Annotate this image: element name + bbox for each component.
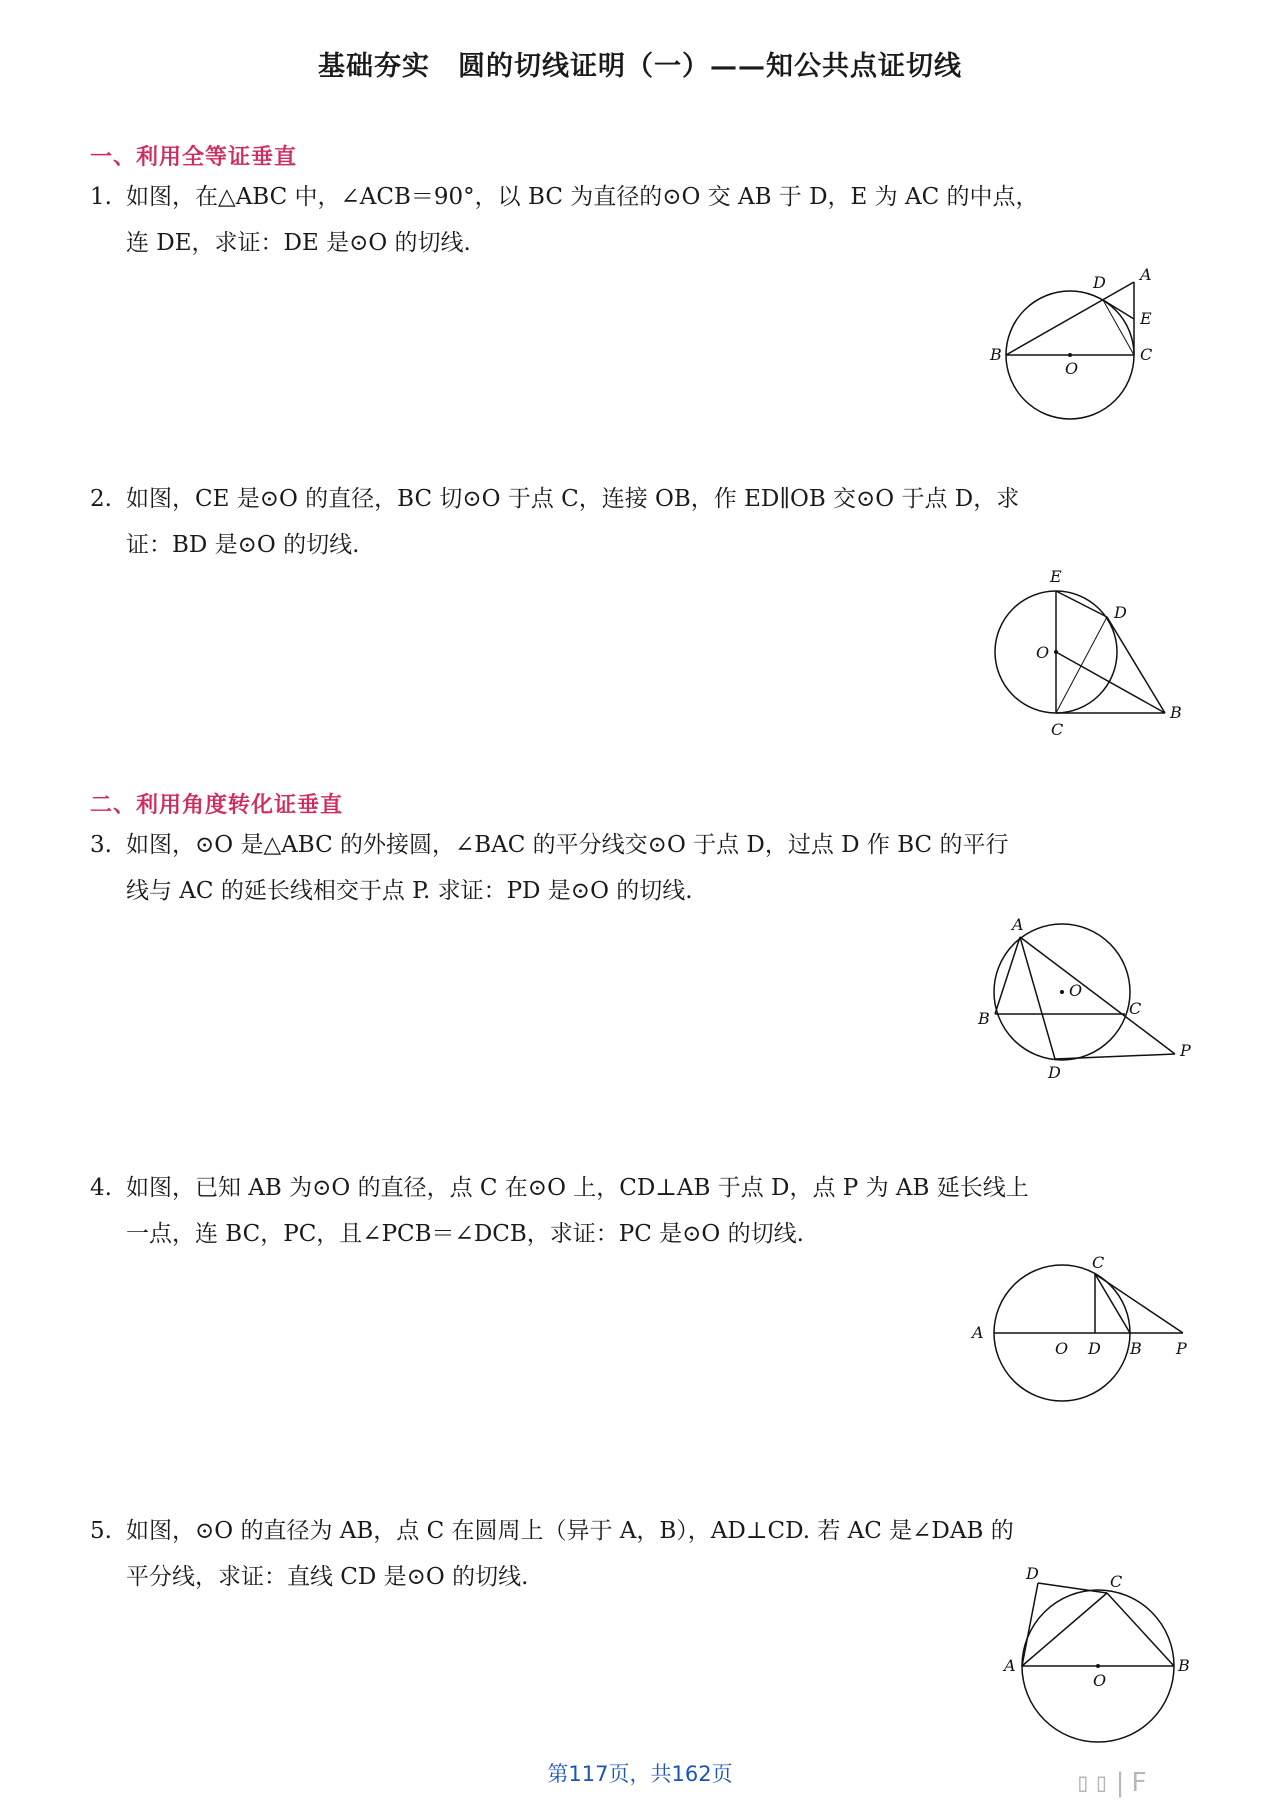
segment-dc [1103, 300, 1134, 355]
segment-cb [1095, 1274, 1130, 1333]
segment-ac [1022, 1593, 1107, 1666]
problem-text: 一点，连 BC，PC，且∠PCB＝∠DCB，求证：PC 是⊙O 的切线. [126, 1221, 804, 1247]
label-o: O [1065, 359, 1079, 378]
label-b: B [990, 345, 1002, 364]
label-o: O [1093, 1671, 1107, 1690]
segment-ab [1006, 282, 1134, 355]
segment-cp [1095, 1274, 1183, 1333]
problem-number: 3. [90, 832, 112, 858]
figure-problem-2 [990, 560, 1190, 739]
segment-ap [1020, 937, 1175, 1054]
corner-marks: ▯▯|F [1075, 1768, 1150, 1798]
label-d: D [1048, 1063, 1061, 1082]
label-b: B [1170, 703, 1182, 722]
label-p: P [1176, 1339, 1187, 1358]
figure-problem-5 [960, 1555, 1200, 1759]
problem-text: 线与 AC 的延长线相交于点 P. 求证：PD 是⊙O 的切线. [126, 878, 693, 904]
label-e: E [1140, 309, 1152, 328]
problem-number: 1. [90, 184, 112, 210]
label-a: A [1012, 915, 1024, 934]
section-heading-1: 一、利用全等证垂直 [90, 145, 298, 170]
problem-text: 如图，⊙O 的直径为 AB，点 C 在圆周上（异于 A，B），AD⊥CD. 若 AC 是∠DAB 的 [126, 1518, 1014, 1544]
label-o: O [1036, 643, 1050, 662]
segment-dc [1056, 617, 1107, 713]
segment-ab [995, 937, 1020, 1014]
problem-1 [90, 174, 1190, 266]
problem-3 [90, 822, 1190, 914]
problem-text: 如图，CE 是⊙O 的直径，BC 切⊙O 于点 C，连接 OB，作 ED∥OB 交⊙O 于点 D，求 [126, 486, 1020, 512]
problem-4 [90, 1165, 1190, 1257]
problem-text: 连 DE，求证：DE 是⊙O 的切线. [126, 230, 471, 256]
figure-problem-3 [970, 912, 1190, 1086]
label-c: C [1129, 999, 1142, 1018]
segment-ad [1020, 937, 1055, 1059]
label-b: B [978, 1009, 990, 1028]
problem-text: 如图，⊙O 是△ABC 的外接圆，∠BAC 的平分线交⊙O 于点 D，过点 D 作 BC 的平行 [126, 832, 1009, 858]
label-o: O [1055, 1339, 1069, 1358]
page-title: 基础夯实 圆的切线证明（一）——知公共点证切线 [318, 51, 962, 82]
problem-text: 如图，已知 AB 为⊙O 的直径，点 C 在⊙O 上，CD⊥AB 于点 D，点 P 为 AB 延长线上 [126, 1175, 1029, 1201]
segment-dp [1055, 1054, 1175, 1059]
segment-ed [1056, 591, 1107, 617]
label-b: B [1178, 1656, 1190, 1675]
segment-dc [1038, 1583, 1107, 1593]
label-a: A [1004, 1656, 1016, 1675]
figure-problem-4 [960, 1254, 1200, 1418]
page-number: 第117页，共162页 [547, 1762, 733, 1786]
problem-text: 证：BD 是⊙O 的切线. [126, 532, 360, 558]
label-d: D [1088, 1339, 1101, 1358]
label-b: B [1130, 1339, 1142, 1358]
label-a: A [972, 1323, 984, 1342]
problem-text: 平分线，求证：直线 CD 是⊙O 的切线. [126, 1564, 529, 1590]
problem-2 [90, 476, 1190, 568]
label-c: C [1110, 1572, 1123, 1591]
label-d: D [1026, 1564, 1039, 1583]
label-a: A [1140, 265, 1152, 284]
problem-number: 4. [90, 1175, 112, 1201]
label-c: C [1051, 720, 1064, 739]
segment-de [1103, 300, 1134, 319]
label-o: O [1069, 981, 1083, 1000]
problem-number: 5. [90, 1518, 112, 1544]
section-heading-2: 二、利用角度转化证垂直 [90, 793, 344, 818]
label-c: C [1092, 1253, 1105, 1272]
label-d: D [1093, 273, 1106, 292]
label-c: C [1140, 345, 1153, 364]
label-d: D [1114, 603, 1127, 622]
label-e: E [1050, 567, 1062, 586]
label-p: P [1180, 1041, 1191, 1060]
problem-text: 如图，在△ABC 中，∠ACB＝90°，以 BC 为直径的⊙O 交 AB 于 D，E 为 AC 的中点， [126, 184, 1039, 210]
problem-number: 2. [90, 486, 112, 512]
figure-problem-1 [980, 262, 1180, 436]
